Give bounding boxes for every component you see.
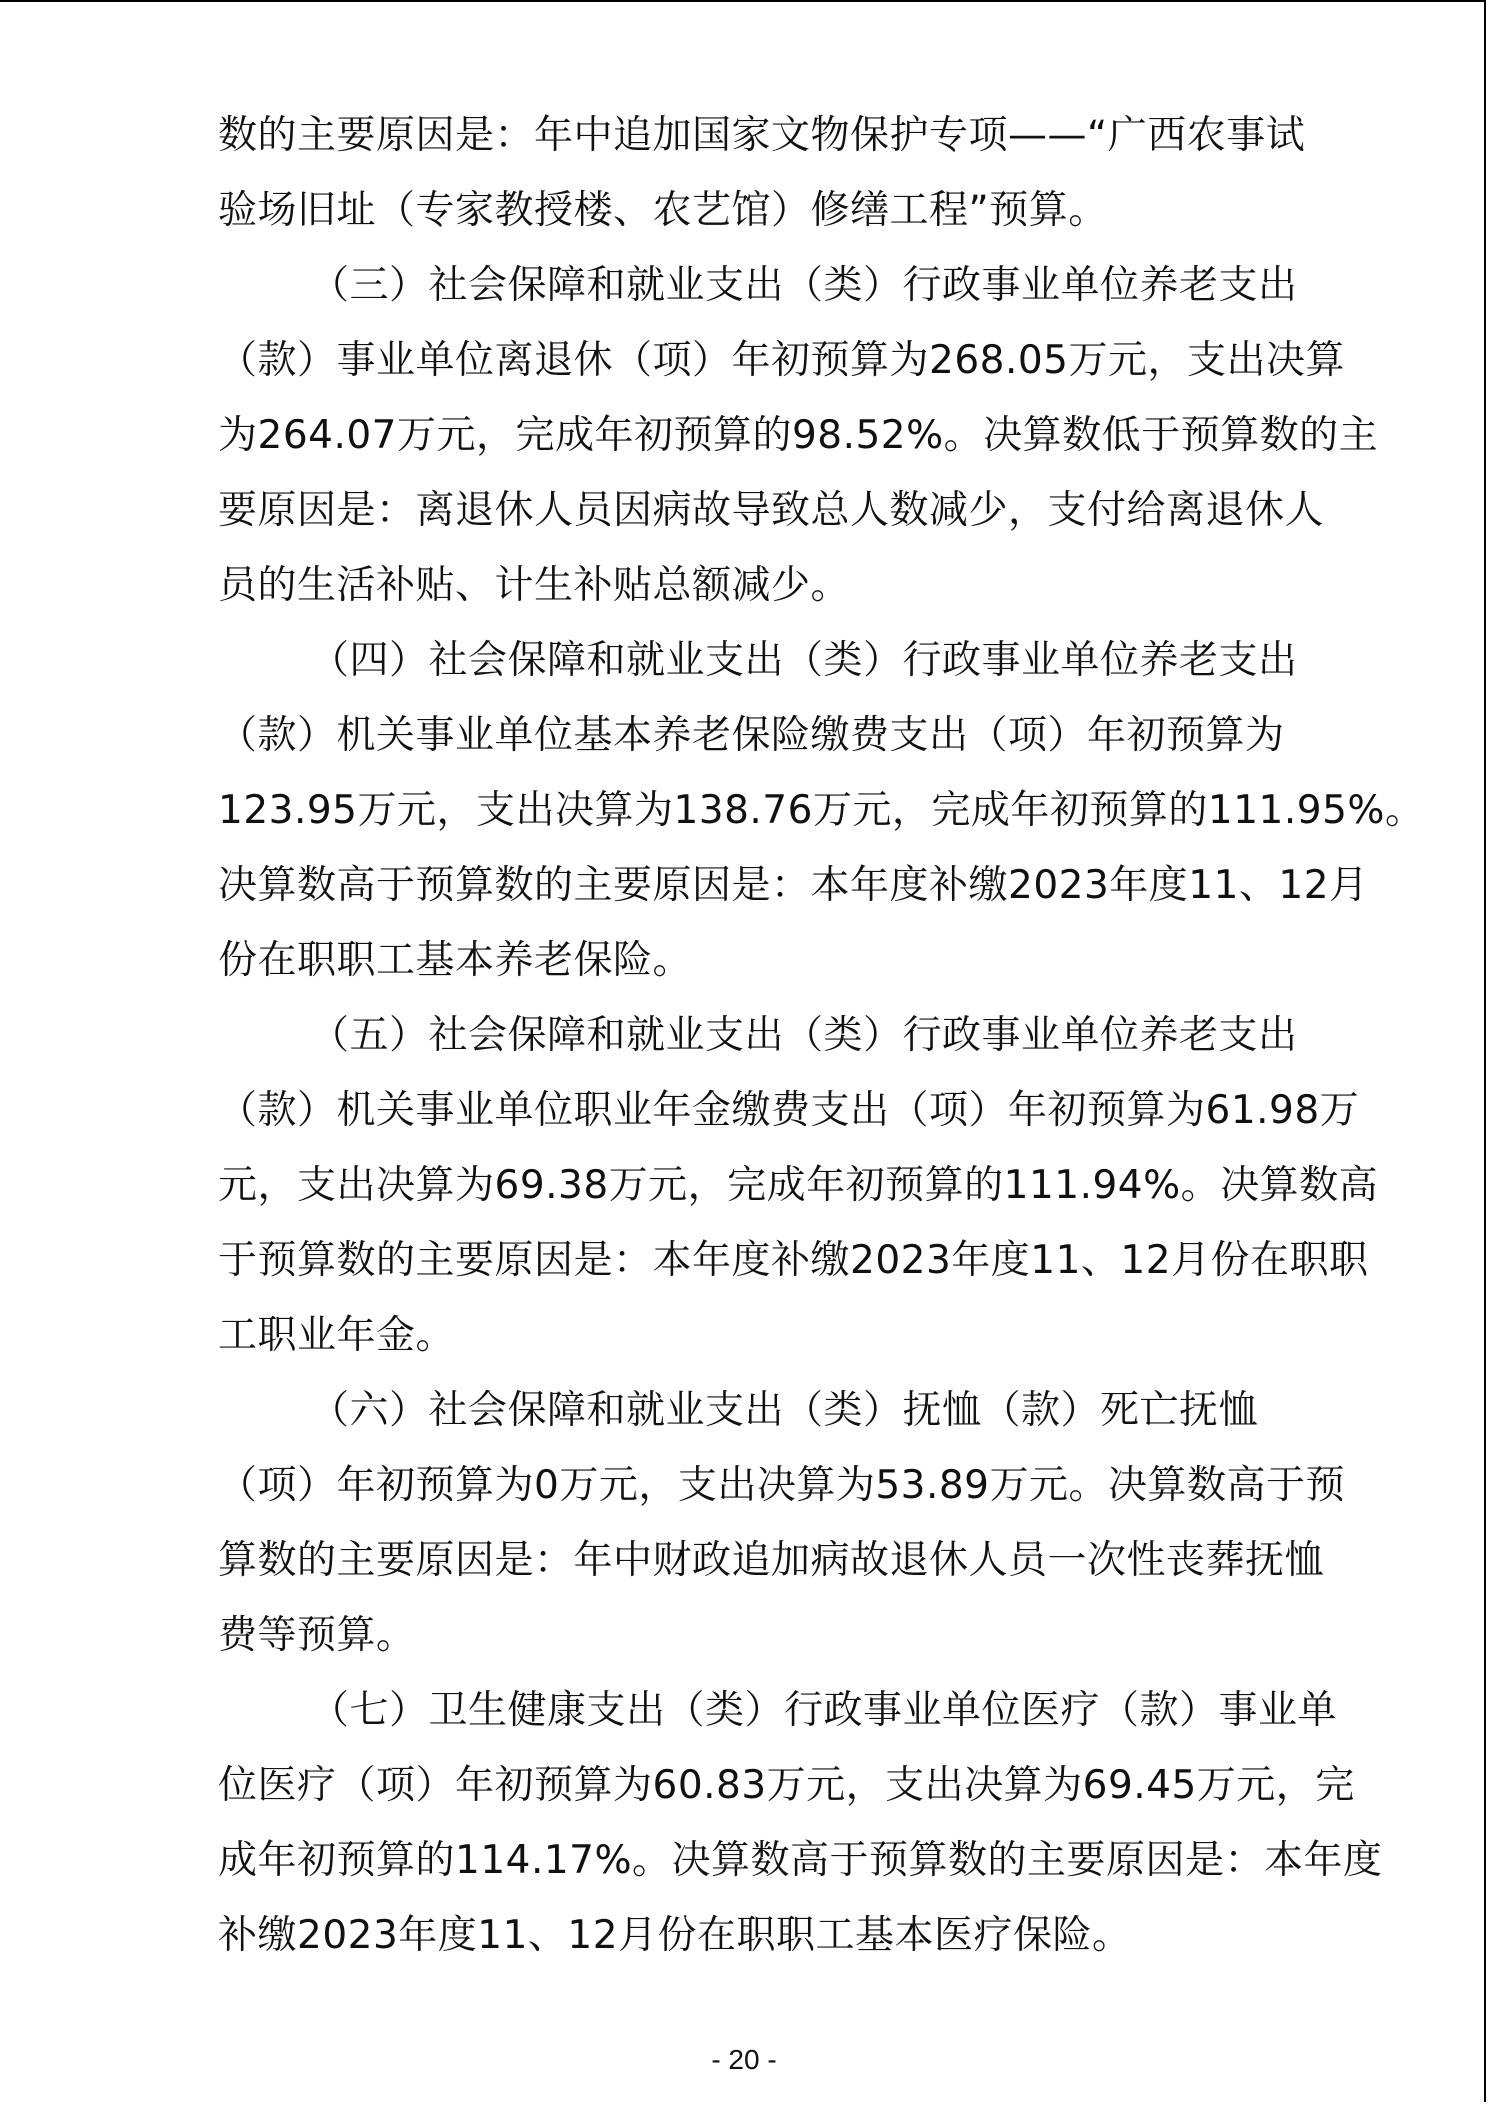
text-line: 补缴2023年度11、12月份在职职工基本医疗保险。 xyxy=(218,1913,1132,1958)
text-line: 决算数高于预算数的主要原因是：本年度补缴2023年度11、12月 xyxy=(218,863,1369,908)
paragraph-section-5 xyxy=(218,998,1379,1373)
text-line: 为264.07万元，完成年初预算的98.52%。决算数低于预算数的主 xyxy=(218,413,1379,458)
paragraph-section-6 xyxy=(218,1373,1345,1673)
text-line: （七）卫生健康支出（类）行政事业单位医疗（款）事业单 xyxy=(310,1688,1338,1733)
text-line: 元，支出决算为69.38万元，完成年初预算的111.94%。决算数高 xyxy=(218,1163,1379,1208)
text-line: （三）社会保障和就业支出（类）行政事业单位养老支出 xyxy=(310,263,1298,308)
text-line: 份在职职工基本养老保险。 xyxy=(218,938,693,983)
paragraph-continuation xyxy=(218,98,1306,248)
text-line: 要原因是：离退休人员因病故导致总人数减少，支付给离退休人 xyxy=(218,488,1325,533)
text-line: （六）社会保障和就业支出（类）抚恤（款）死亡抚恤 xyxy=(310,1388,1259,1433)
text-line: 123.95万元，支出决算为138.76万元，完成年初预算的111.95%。 xyxy=(218,788,1425,833)
text-line: 成年初预算的114.17%。决算数高于预算数的主要原因是：本年度 xyxy=(218,1838,1383,1883)
text-line: 于预算数的主要原因是：本年度补缴2023年度11、12月份在职职 xyxy=(218,1238,1369,1283)
text-line: （款）事业单位离退休（项）年初预算为268.05万元，支出决算 xyxy=(218,338,1345,383)
text-line: 费等预算。 xyxy=(218,1613,416,1658)
text-line: 算数的主要原因是：年中财政追加病故退休人员一次性丧葬抚恤 xyxy=(218,1538,1325,1583)
text-line: 验场旧址（专家教授楼、农艺馆）修缮工程”预算。 xyxy=(218,188,1108,233)
text-line: （项）年初预算为0万元，支出决算为53.89万元。决算数高于预 xyxy=(218,1463,1345,1508)
text-line: （款）机关事业单位职业年金缴费支出（项）年初预算为61.98万 xyxy=(218,1088,1360,1133)
document-body xyxy=(218,98,1425,1973)
text-line: （四）社会保障和就业支出（类）行政事业单位养老支出 xyxy=(310,638,1298,683)
paragraph-section-4 xyxy=(218,623,1425,998)
text-line: （五）社会保障和就业支出（类）行政事业单位养老支出 xyxy=(310,1013,1298,1058)
text-line: 位医疗（项）年初预算为60.83万元，支出决算为69.45万元，完 xyxy=(218,1763,1355,1808)
paragraph-section-3 xyxy=(218,248,1379,623)
text-line: （款）机关事业单位基本养老保险缴费支出（项）年初预算为 xyxy=(218,713,1285,758)
page-number: - 20 - xyxy=(711,2044,777,2075)
text-line: 工职业年金。 xyxy=(218,1313,456,1358)
text-line: 数的主要原因是：年中追加国家文物保护专项——“广西农事试 xyxy=(218,113,1306,158)
text-line: 员的生活补贴、计生补贴总额减少。 xyxy=(218,563,851,608)
paragraph-section-7 xyxy=(218,1673,1383,1973)
